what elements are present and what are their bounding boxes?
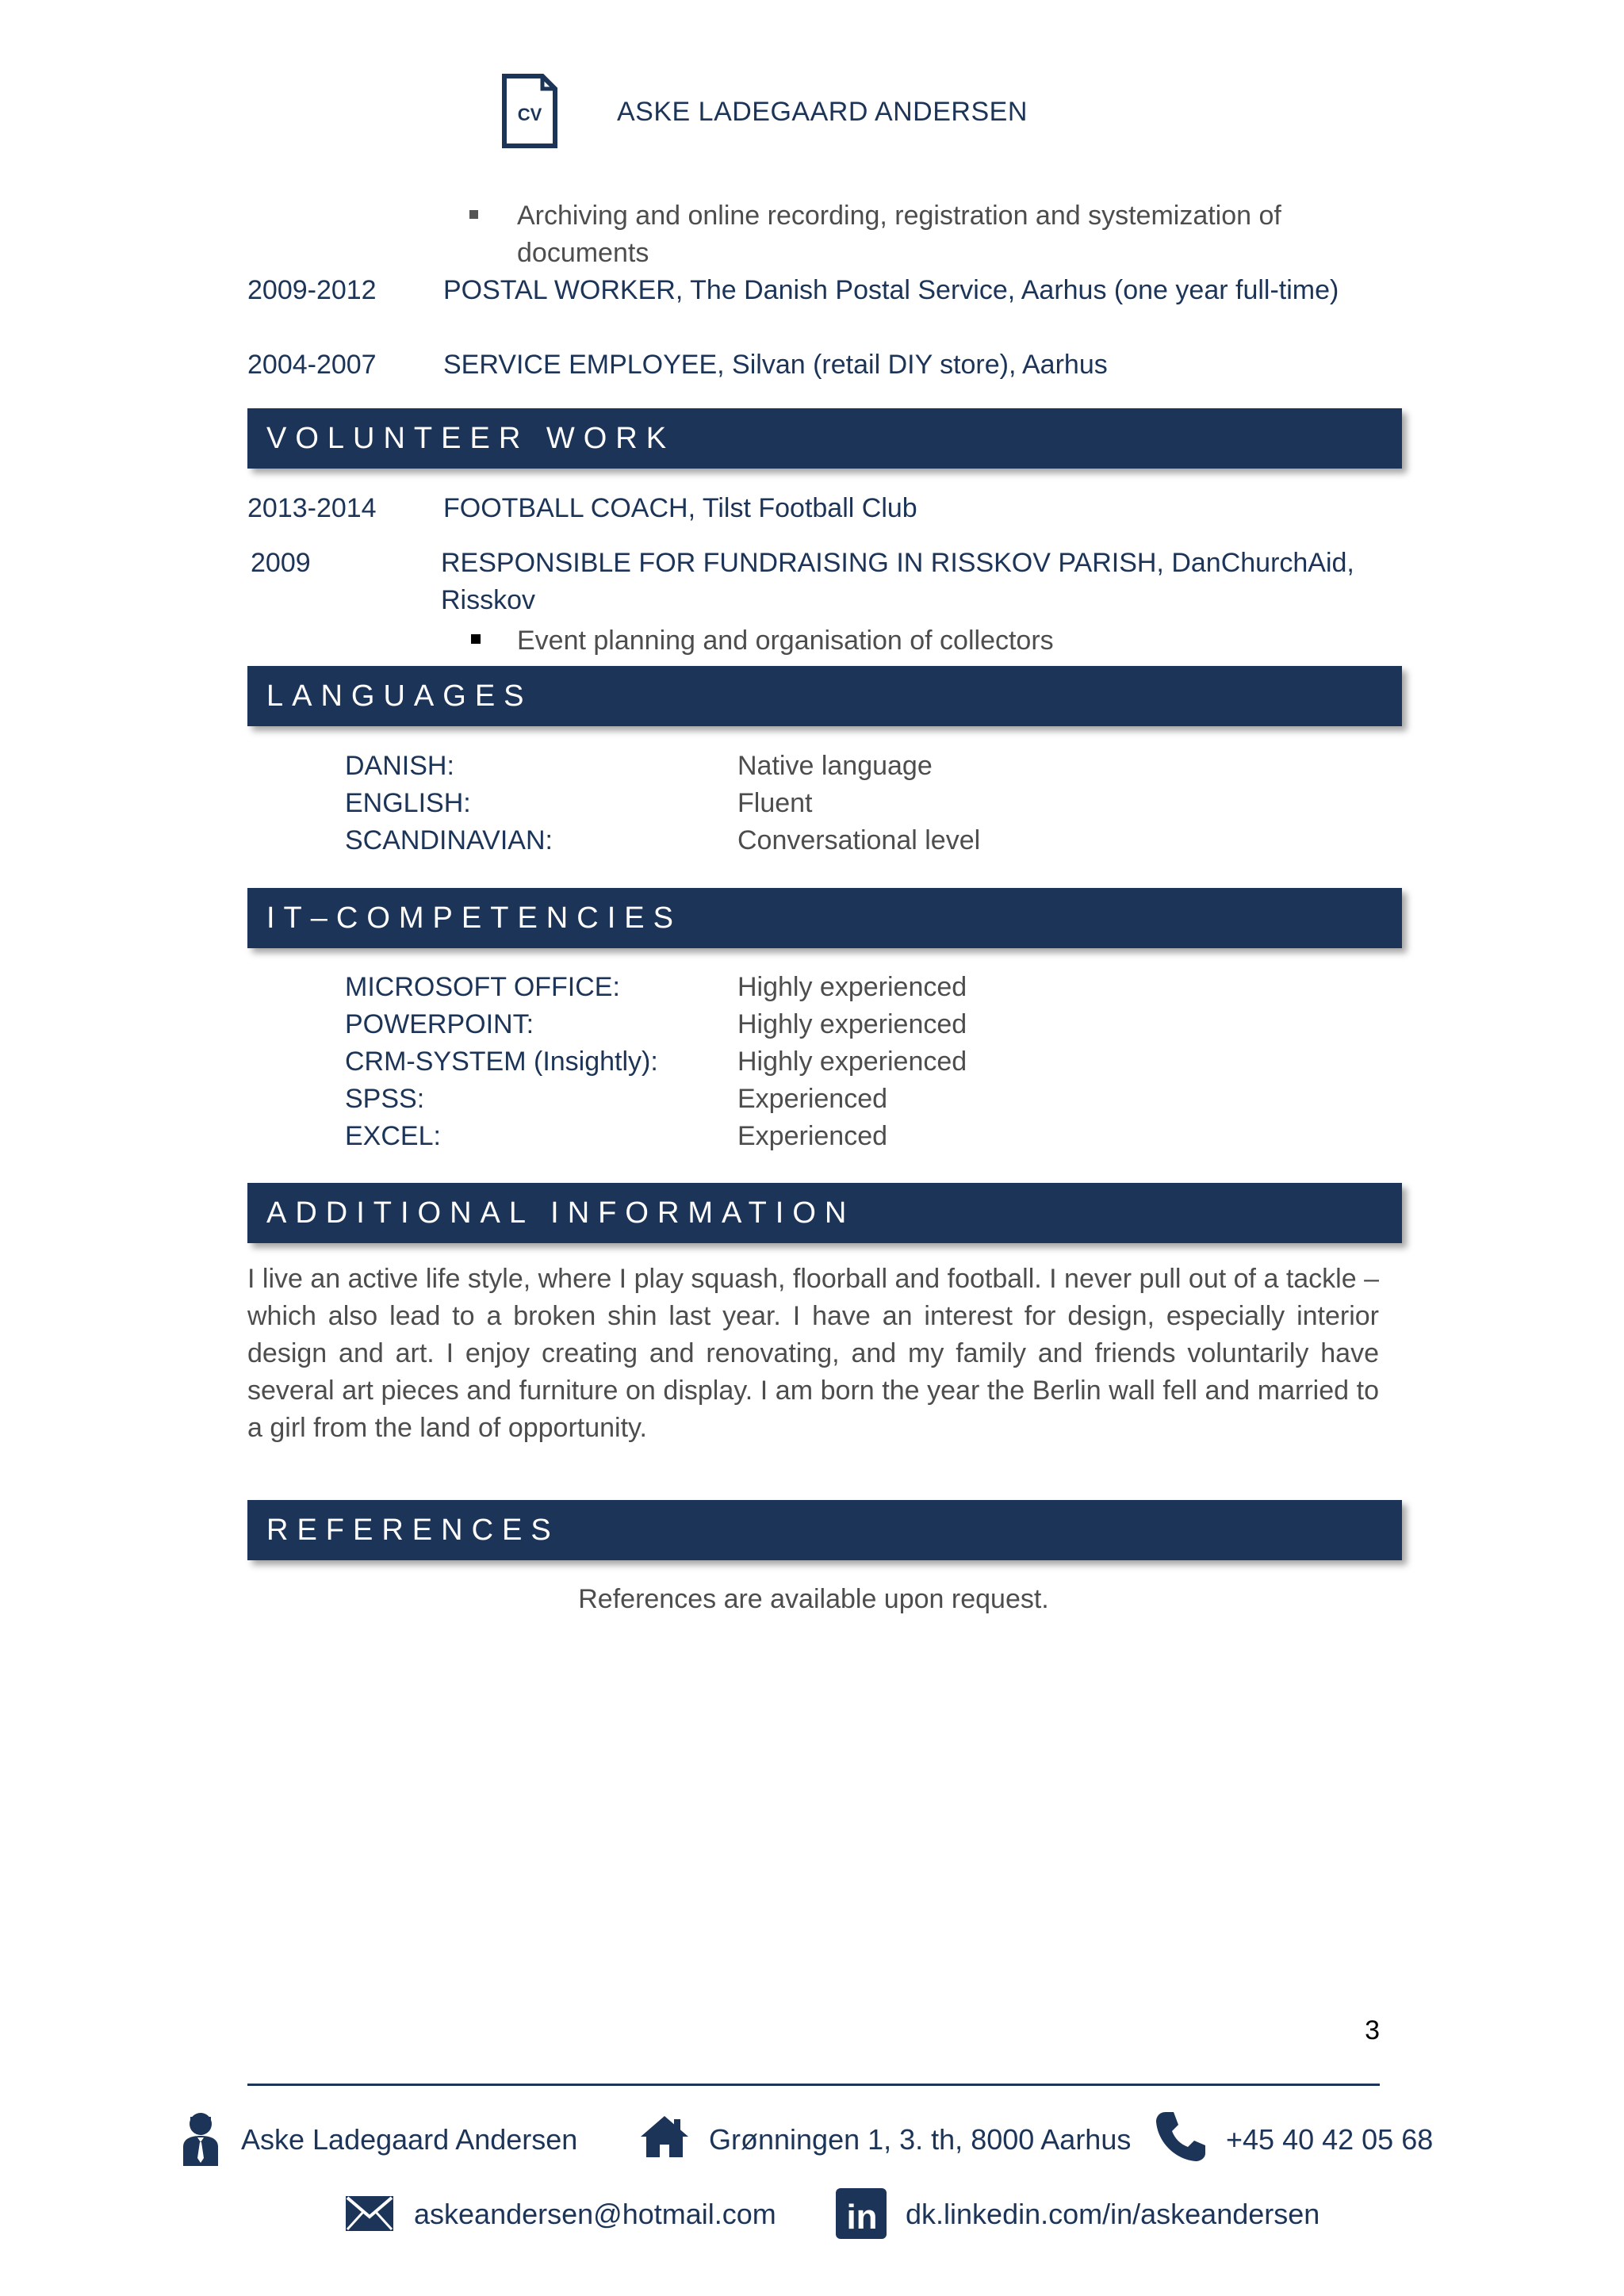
skill-level: Highly experienced xyxy=(737,1047,967,1077)
volunteer-bullet-text: Event planning and organisation of collectors xyxy=(517,626,1054,656)
section-heading: IT–COMPETENCIES xyxy=(266,901,682,935)
footer-name: Aske Ladegaard Andersen xyxy=(241,2123,578,2156)
section-bar-languages xyxy=(247,666,1402,726)
section-bar-it-competencies xyxy=(247,888,1402,948)
cv-owner-name: ASKE LADEGAARD ANDERSEN xyxy=(617,97,1028,127)
experience-bullet-text-line-2: documents xyxy=(517,238,649,268)
bullet-icon xyxy=(471,634,481,644)
section-bar-references xyxy=(247,1500,1402,1560)
envelope-icon xyxy=(344,2195,395,2233)
person-icon xyxy=(181,2110,220,2168)
experience-title: POSTAL WORKER, The Danish Postal Service, Aarhus (one year full-time) xyxy=(443,275,1339,305)
bullet-icon xyxy=(469,210,478,219)
language-level: Conversational level xyxy=(737,825,981,855)
footer-email[interactable]: askeandersen@hotmail.com xyxy=(414,2198,776,2230)
cv-document-icon xyxy=(501,73,558,149)
volunteer-title: RESPONSIBLE FOR FUNDRAISING IN RISSKOV PARISH, DanChurchAid, xyxy=(441,548,1354,578)
linkedin-icon-label: in xyxy=(846,2198,878,2237)
section-heading: ADDITIONAL INFORMATION xyxy=(266,1196,856,1230)
language-level: Fluent xyxy=(737,788,813,818)
volunteer-title-line-2: Risskov xyxy=(441,585,536,615)
skill-name: MICROSOFT OFFICE: xyxy=(345,972,620,1002)
skill-name: SPSS: xyxy=(345,1084,425,1114)
phone-icon xyxy=(1155,2110,1207,2163)
skill-level: Experienced xyxy=(737,1121,888,1151)
page-number: 3 xyxy=(1365,2015,1380,2045)
language-level: Native language xyxy=(737,751,933,781)
additional-information-paragraph: I live an active life style, where I play squash, floorball and football. I never pull out of a tackle – which also lead to a broken shin last year. I have an interest for design, especially interior design and art. I enjoy creating and renovating, and my family and friends voluntarily have several art pieces and furniture on display. I am born the year the Berlin wall fell and married to a girl from the land of opportunity. xyxy=(247,1264,1379,1443)
volunteer-title: FOOTBALL COACH, Tilst Football Club xyxy=(443,493,917,523)
language-name: ENGLISH: xyxy=(345,788,471,818)
skill-level: Highly experienced xyxy=(737,972,967,1002)
footer-phone[interactable]: +45 40 42 05 68 xyxy=(1226,2123,1434,2156)
skill-level: Experienced xyxy=(737,1084,888,1114)
volunteer-years: 2009 xyxy=(251,548,311,578)
cv-icon-label: CV xyxy=(517,105,542,124)
section-heading: LANGUAGES xyxy=(266,679,533,713)
experience-years: 2004-2007 xyxy=(247,350,377,380)
footer-divider xyxy=(247,2084,1380,2086)
linkedin-icon xyxy=(836,2188,887,2239)
section-bar-volunteer xyxy=(247,408,1402,469)
section-bar-additional-information xyxy=(247,1183,1402,1243)
skill-name: CRM-SYSTEM (Insightly): xyxy=(345,1047,658,1077)
skill-level: Highly experienced xyxy=(737,1009,967,1039)
home-icon xyxy=(639,2114,690,2159)
experience-title: SERVICE EMPLOYEE, Silvan (retail DIY store), Aarhus xyxy=(443,350,1108,380)
skill-name: POWERPOINT: xyxy=(345,1009,534,1039)
section-heading: VOLUNTEER WORK xyxy=(266,422,676,455)
experience-years: 2009-2012 xyxy=(247,275,377,305)
language-name: SCANDINAVIAN: xyxy=(345,825,553,855)
experience-bullet-text-line-1: Archiving and online recording, registration and systemization of xyxy=(517,201,1281,231)
volunteer-years: 2013-2014 xyxy=(247,493,377,523)
references-note: References are available upon request. xyxy=(578,1584,1049,1614)
language-name: DANISH: xyxy=(345,751,454,781)
footer-linkedin[interactable]: dk.linkedin.com/in/askeandersen xyxy=(906,2198,1320,2230)
footer-address: Grønningen 1, 3. th, 8000 Aarhus xyxy=(709,2123,1132,2156)
section-heading: REFERENCES xyxy=(266,1513,560,1547)
skill-name: EXCEL: xyxy=(345,1121,441,1151)
